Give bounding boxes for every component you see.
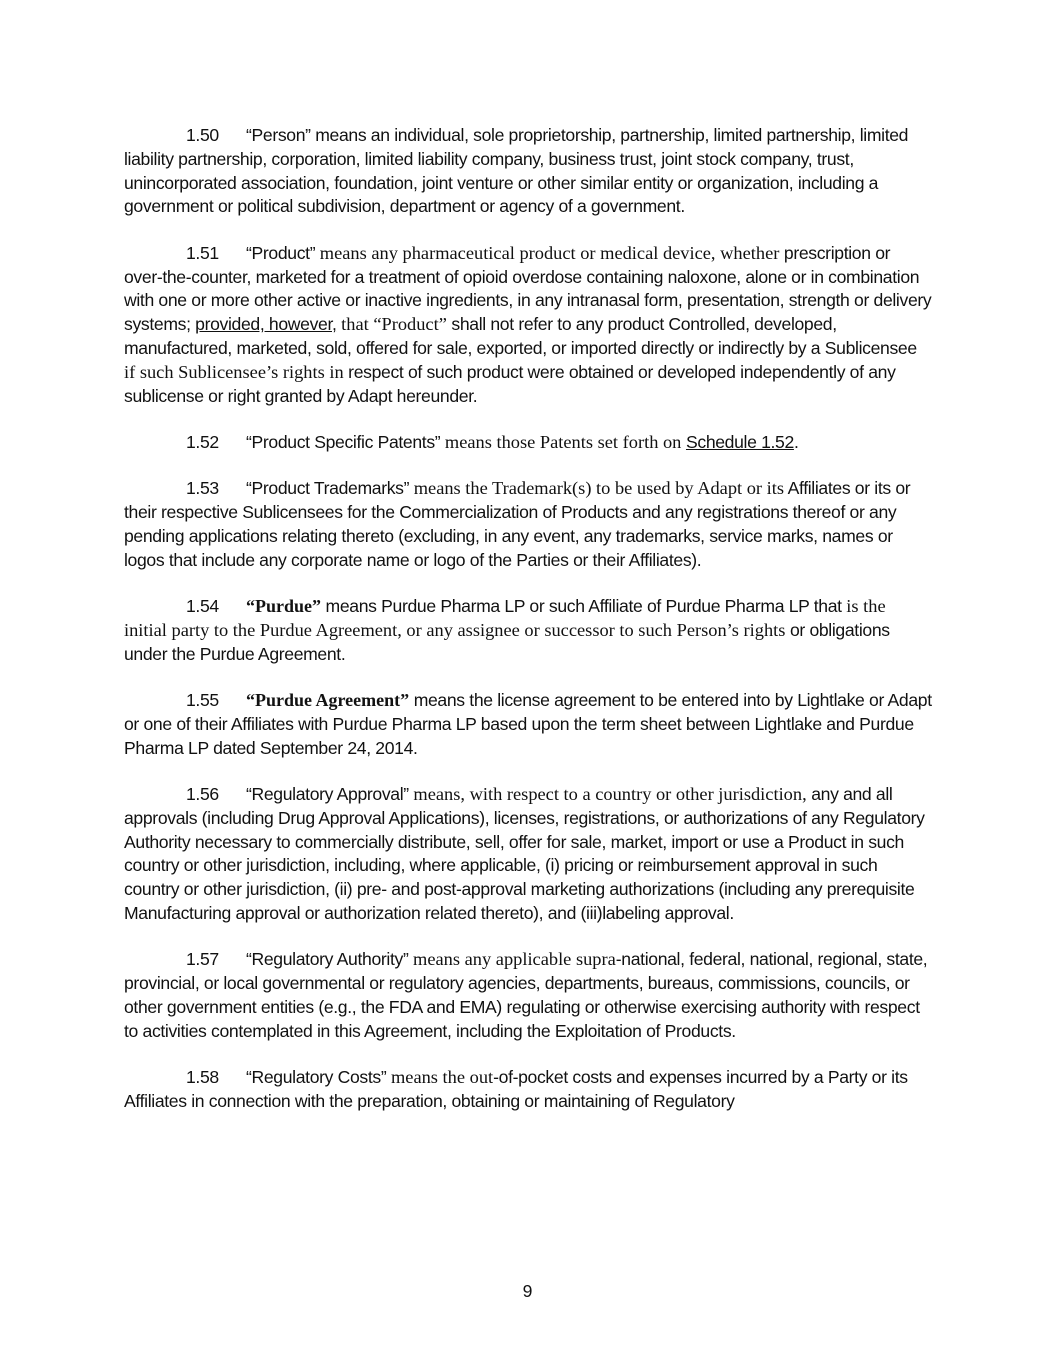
underlined-text: provided, however,	[195, 314, 337, 335]
definition-1-56	[124, 783, 932, 926]
definition-text: means, with respect to a country or other jurisdiction,	[408, 784, 807, 805]
section-number: 1.56	[186, 784, 219, 805]
definition-text: means any pharmaceutical product or medical device, whether	[315, 242, 780, 263]
page-number: 9	[522, 1281, 533, 1301]
definition-text: means those Patents set forth on	[440, 431, 686, 452]
definition-1-50	[124, 124, 932, 219]
definition-text: means an individual, sole proprietorship, partnership, limited partnership, limited liability partnership, corporation, limited liability company, business trust, joint stock company, trust, unincorporated association, foundation, joint venture or other similar entity or organization, including a government or political subdivision, department or agency of a government.	[124, 125, 909, 217]
section-number: 1.55	[186, 690, 219, 711]
definition-text: means the Trademark(s) to be used by Adapt or its	[409, 478, 785, 499]
definition-text: means the out	[386, 1067, 494, 1088]
section-number: 1.52	[186, 431, 219, 452]
definition-text: means Purdue Pharma LP or such Affiliate of Purdue Pharma LP that	[321, 596, 842, 617]
definition-text: -of-pocket costs and expenses incurred by a Party or its Affiliates in connection with the preparation, obtaining or maintaining of Regulatory	[124, 1067, 908, 1112]
definition-text: Affiliates or its or their respective Sublicensees for the Commercialization of Products and any registrations thereof or any pending applications relating thereto (excluding, in any event, any trademarks, service marks, names or logos that include any corporate name or logo of the Parties or their Affiliates).	[124, 478, 911, 570]
section-number: 1.50	[186, 125, 219, 145]
section-number: 1.58	[186, 1067, 219, 1088]
definition-1-55	[124, 689, 932, 760]
definition-text: -national, federal, national, regional, state, provincial, or local governmental or regulatory agencies, departments, bureaus, commissions, councils, or other government entities (e.g., the FDA and EMA) regulating or otherwise exercising authority with respect to activities contemplated in this Agreement, including the Exploitation of Products.	[124, 949, 928, 1041]
definition-text: any and all approvals (including Drug Approval Applications), licenses, registrations, or authorizations of any Regulatory Authority necessary to commercially distribute, sell, offer for sale, market, import or use a Product in such country or other jurisdiction, including, where applicable, (i) pricing or reimbursement approval in such country or other jurisdiction, (ii) pre- and post-approval marketing authorizations (including any prerequisite Manufacturing approval or authorization related thereto), and (iii)labeling approval.	[124, 784, 925, 924]
definition-text: prescription or over-the-counter, marketed for a treatment of opioid overdose containing naloxone, alone or in combination with one or more other active or inactive ingredients, in any intranasal form, presentation, strength or delivery systems;	[124, 242, 932, 335]
section-number: 1.53	[186, 478, 219, 499]
definition-text: shall not refer to any product Controlled, developed, manufactured, marketed, sold, offered for sale, exported, or imported directly or indirectly by a Sublicensee	[124, 314, 917, 358]
definition-text: if such Sublicensee’s rights in	[124, 361, 344, 382]
definition-1-58	[124, 1066, 932, 1114]
defined-term: “Regulatory Approval”	[246, 784, 409, 805]
definition-1-52	[124, 431, 932, 455]
section-number: 1.54	[186, 596, 219, 617]
defined-term: “Purdue Agreement”	[246, 690, 410, 711]
defined-term: “Purdue”	[246, 596, 322, 617]
schedule-reference: Schedule 1.52	[685, 431, 794, 452]
defined-term: “Regulatory Authority”	[246, 949, 409, 970]
definition-text: respect of such product were obtained or developed independently of any sublicense or right granted by Adapt hereunder.	[124, 361, 896, 406]
definition-1-51	[124, 242, 932, 409]
section-number: 1.57	[186, 949, 219, 970]
defined-term: “Product Specific Patents”	[246, 431, 441, 452]
definition-text: .	[793, 431, 799, 452]
defined-term: “Product Trademarks”	[246, 478, 410, 499]
definition-text: is the initial party to the Purdue Agreement, or any assignee or successor to such Person’s rights	[124, 596, 886, 640]
document-body	[124, 124, 932, 1136]
definition-text: means any applicable supra	[408, 949, 616, 970]
definition-1-53	[124, 477, 932, 572]
section-number: 1.51	[186, 242, 219, 263]
definition-1-54	[124, 595, 932, 666]
definition-1-57	[124, 948, 932, 1043]
definition-text: or obligations under the Purdue Agreement.	[124, 619, 890, 664]
defined-term: “Product”	[246, 242, 316, 263]
definition-text: that “Product”	[336, 314, 447, 335]
defined-term: “Regulatory Costs”	[246, 1067, 387, 1088]
definition-text: means the license agreement to be entered into by Lightlake or Adapt or one of their Affiliates with Purdue Pharma LP based upon the term sheet between Lightlake and Purdue Pharma LP dated September 24, 2014.	[124, 690, 932, 758]
defined-term: “Person”	[246, 125, 311, 145]
